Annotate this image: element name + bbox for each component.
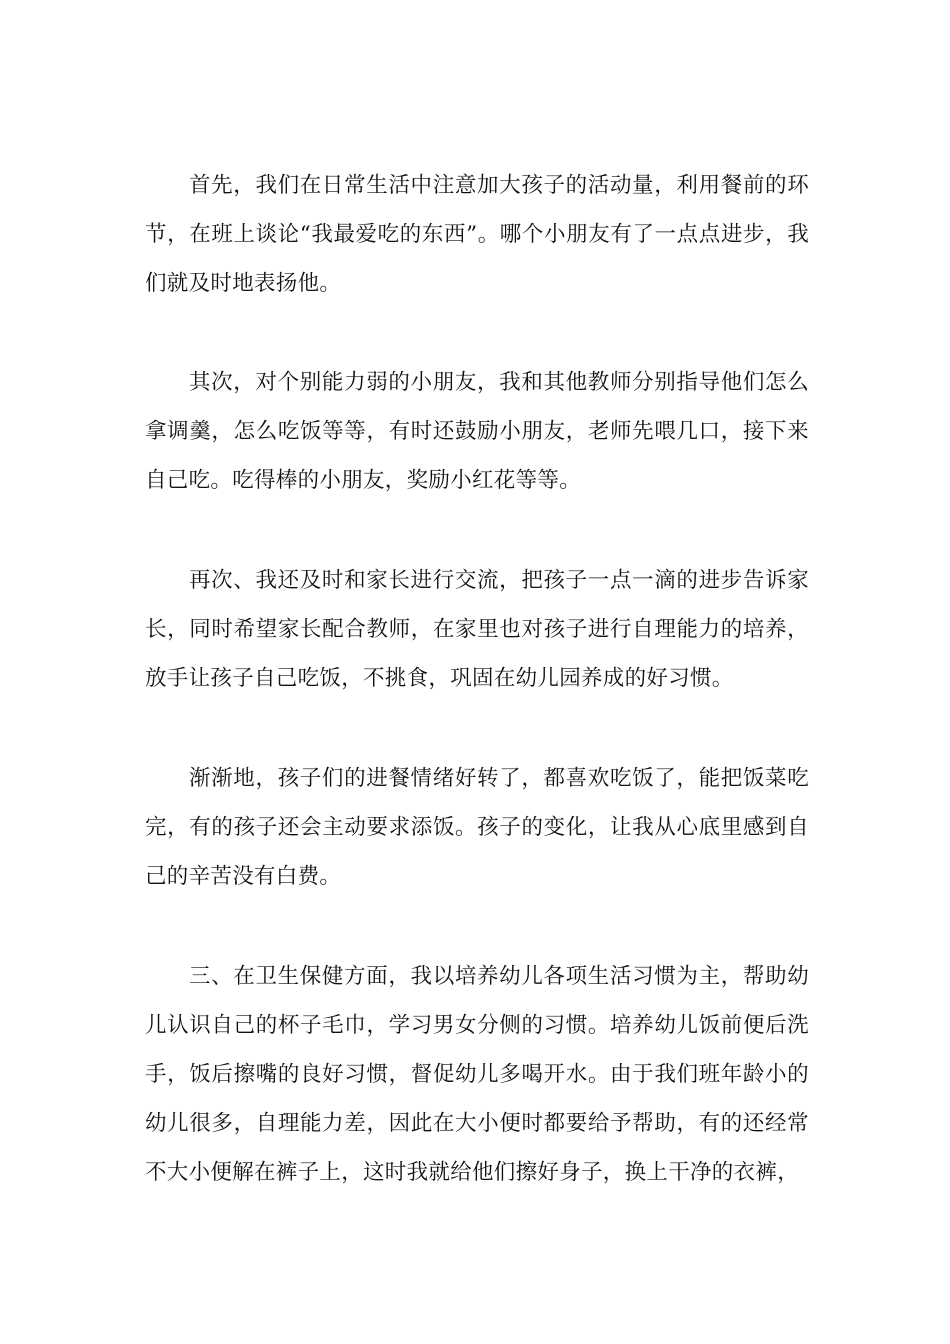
paragraph-hygiene: 三、在卫生保健方面，我以培养幼儿各项生活习惯为主，帮助幼儿认识自己的杯子毛巾，学习男女分侧的习惯。培养幼儿饭前便后洗手，饭后擦嘴的良好习惯，督促幼儿多喝开水。由于我们班年龄小的幼儿很多，自理能力差，因此在大小便时都要给予帮助，有的还经常不大小便解在裤子上，这时我就给他们擦好身子，换上干净的衣裤， xyxy=(145,964,809,1185)
paragraph-individual-guidance: 其次，对个别能力弱的小朋友，我和其他教师分别指导他们怎么拿调羹，怎么吃饭等等，有时还鼓励小朋友，老师先喂几口，接下来自己吃。吃得棒的小朋友，奖励小红花等等。 xyxy=(145,370,809,493)
paragraph-parent-communication: 再次、我还及时和家长进行交流，把孩子一点一滴的进步告诉家长，同时希望家长配合教师，在家里也对孩子进行自理能力的培养，放手让孩子自己吃饭，不挑食，巩固在幼儿园养成的好习惯。 xyxy=(145,568,809,691)
paragraph-meal-activity: 首先，我们在日常生活中注意加大孩子的活动量，利用餐前的环节，在班上谈论“我最爱吃的东西”。哪个小朋友有了一点点进步，我们就及时地表扬他。 xyxy=(145,173,809,296)
paragraph-progress: 渐渐地，孩子们的进餐情绪好转了，都喜欢吃饭了，能把饭菜吃完，有的孩子还会主动要求添饭。孩子的变化，让我从心底里感到自己的辛苦没有白费。 xyxy=(145,766,809,889)
